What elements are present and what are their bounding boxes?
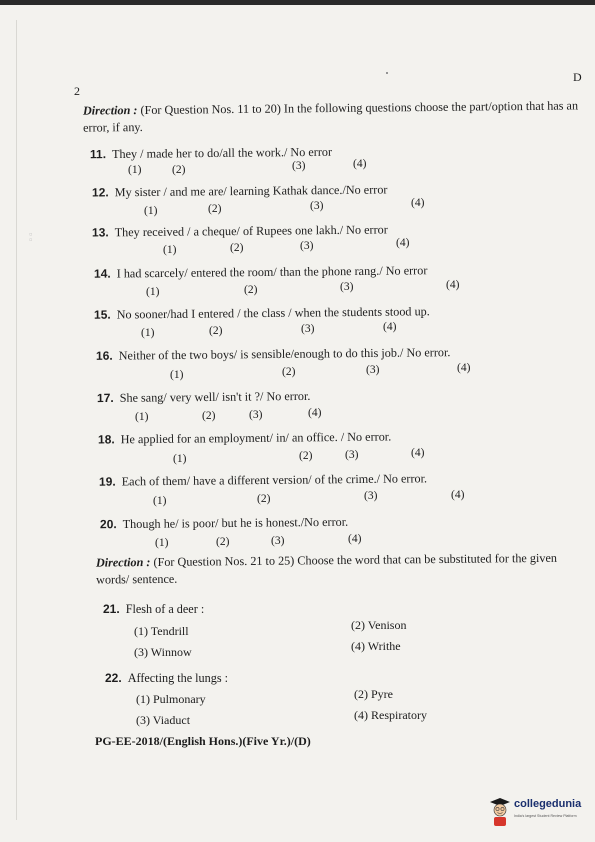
question-text: Neither of the two boys/ is sensible/enough to do this job./ No error. <box>118 345 451 363</box>
part-number: (2) <box>216 536 230 548</box>
question-20 <box>100 515 348 533</box>
part-number: (2) <box>172 164 186 176</box>
question-text: My sister / and me are/ learning Kathak dance./No error <box>114 182 388 200</box>
question-text: Affecting the lungs : <box>127 671 228 685</box>
question-number: 21. <box>103 602 120 616</box>
option: (4) Writhe <box>351 639 401 653</box>
logo-name: collegedunia <box>514 798 582 810</box>
option: (1) Tendrill <box>134 624 189 638</box>
question-number: 22. <box>105 671 122 685</box>
question-text: They / made her to do/all the work./ No error <box>111 144 333 162</box>
question-text: She sang/ very well/ isn't it ?/ No error. <box>119 388 311 405</box>
part-number: (4) <box>383 321 397 333</box>
part-number: (1) <box>163 244 177 256</box>
part-number: (2) <box>257 493 271 505</box>
question-number: 16. <box>95 348 113 363</box>
question-number: 14. <box>93 266 111 281</box>
part-number: (3) <box>340 281 354 293</box>
scan-speck <box>386 72 388 74</box>
question-13 <box>92 222 388 240</box>
page-number: 2 <box>74 84 80 98</box>
question-number: 15. <box>93 307 111 322</box>
part-number: (4) <box>446 279 460 291</box>
question-18 <box>98 429 391 447</box>
option: (2) Venison <box>351 618 407 632</box>
question-number: 18. <box>97 432 115 447</box>
part-number: (3) <box>301 323 315 335</box>
part-number: (3) <box>300 240 314 252</box>
question-number: 12. <box>91 185 109 200</box>
option: (1) Pulmonary <box>136 692 206 706</box>
part-number: (4) <box>396 237 410 249</box>
part-number: (1) <box>153 495 167 507</box>
question-number: 11. <box>89 147 107 162</box>
question-number: 19. <box>98 474 116 489</box>
part-number: (3) <box>310 200 324 212</box>
question-15 <box>94 304 430 323</box>
student-mascot-icon <box>488 796 512 828</box>
part-number: (1) <box>170 369 184 381</box>
part-number: (2) <box>209 325 223 337</box>
question-text: Each of them/ have a different version/ of the crime./ No error. <box>121 471 428 489</box>
part-number: (2) <box>202 410 216 422</box>
part-number: (2) <box>244 284 258 296</box>
option: (2) Pyre <box>354 687 393 701</box>
question-text: He applied for an employment/ in/ an office. / No error. <box>120 429 392 447</box>
part-number: (1) <box>144 205 158 217</box>
part-number: (4) <box>457 362 471 374</box>
part-number: (3) <box>366 364 380 376</box>
question-21 <box>103 602 204 617</box>
part-number: (3) <box>364 490 378 502</box>
part-number: (2) <box>299 450 313 462</box>
logo-tagline: India's largest Student Review Platform <box>514 814 577 818</box>
direction-label: Direction : <box>95 555 151 570</box>
question-14 <box>94 263 427 281</box>
direction-instructions-2 <box>96 549 592 588</box>
direction-text: (For Question Nos. 21 to 25) Choose the word that can be substituted for the given words/ sentence. <box>96 550 557 587</box>
part-number: (3) <box>249 409 263 421</box>
part-number: (4) <box>308 407 322 419</box>
scan-edge <box>0 0 595 5</box>
question-number: 20. <box>99 517 117 532</box>
part-number: (4) <box>411 447 425 459</box>
direction-label: Direction : <box>82 103 138 118</box>
part-number: (1) <box>146 286 160 298</box>
option: (4) Respiratory <box>354 708 427 722</box>
question-22 <box>105 671 228 686</box>
part-number: (2) <box>282 366 296 378</box>
option: (3) Winnow <box>134 645 192 659</box>
part-number: (3) <box>271 535 285 547</box>
set-code: D <box>573 70 582 84</box>
question-19 <box>99 471 427 489</box>
question-text: Though he/ is poor/ but he is honest./No error. <box>122 514 349 532</box>
part-number: (1) <box>155 537 169 549</box>
direction-instructions-1 <box>83 97 581 136</box>
part-number: (2) <box>208 203 222 215</box>
part-number: (2) <box>230 242 244 254</box>
question-text: I had scarcely/ entered the room/ than the phone rang./ No error <box>116 263 428 281</box>
part-number: (4) <box>348 533 362 545</box>
question-text: They received / a cheque/ of Rupees one lakh./ No error <box>114 222 388 240</box>
part-number: (1) <box>141 327 155 339</box>
part-number: (4) <box>451 489 465 501</box>
question-text: Flesh of a deer : <box>125 602 205 616</box>
part-number: (1) <box>128 164 142 176</box>
paper-code-footer: PG-EE-2018/(English Hons.)(Five Yr.)/(D) <box>95 734 311 748</box>
scan-artifact: ▫ ▫ <box>25 232 36 242</box>
part-number: (4) <box>411 197 425 209</box>
scan-margin-line <box>16 20 17 820</box>
direction-text: (For Question Nos. 11 to 20) In the following questions choose the part/option that has an error, if any. <box>83 98 579 135</box>
collegedunia-logo <box>488 796 588 830</box>
question-number: 13. <box>91 225 109 240</box>
question-text: No sooner/had I entered / the class / when the students stood up. <box>116 304 430 322</box>
question-12 <box>92 182 388 200</box>
question-16 <box>96 345 451 364</box>
option: (3) Viaduct <box>136 713 191 727</box>
part-number: (1) <box>173 453 187 465</box>
question-number: 17. <box>96 390 114 406</box>
part-number: (3) <box>345 449 359 461</box>
part-number: (3) <box>292 160 306 172</box>
part-number: (4) <box>353 158 367 170</box>
question-17 <box>97 389 311 406</box>
part-number: (1) <box>135 411 149 423</box>
